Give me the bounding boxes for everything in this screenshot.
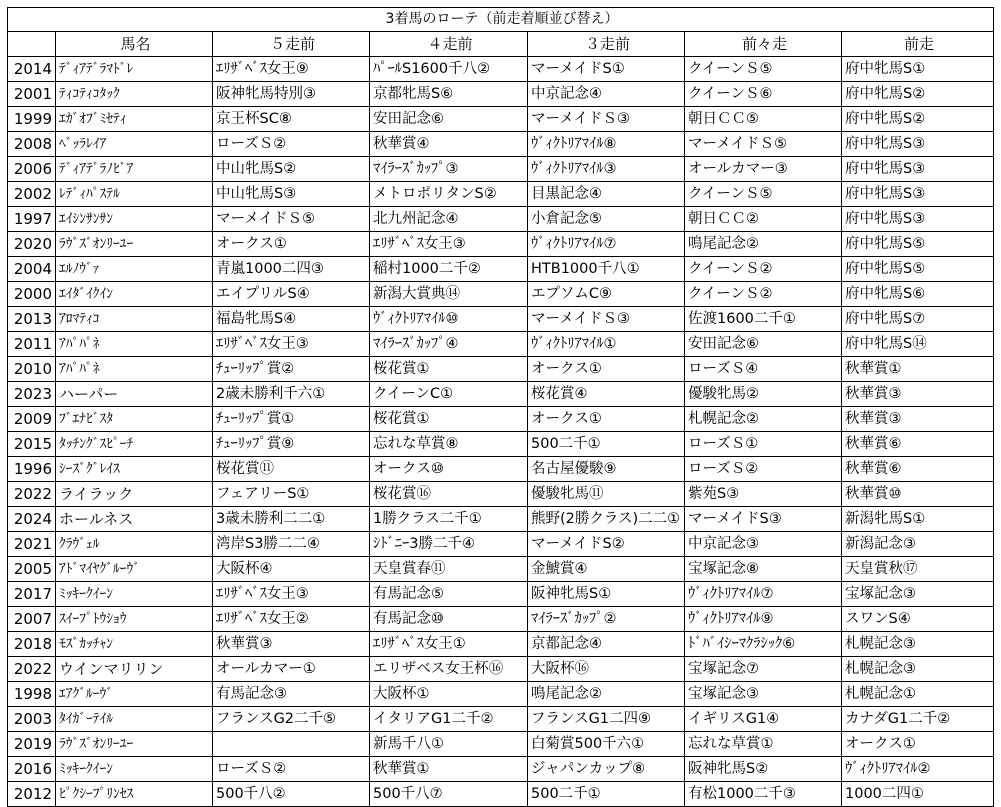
race-2-back-cell: イギリスG1④ xyxy=(685,707,842,732)
year-cell: 2006 xyxy=(8,157,56,182)
last-race-cell: 秋華賞⑩ xyxy=(842,482,994,507)
race-2-back-cell: 忘れな草賞① xyxy=(685,732,842,757)
header-last-race: 前走 xyxy=(842,32,994,57)
race-3-back-cell: 金鯱賞④ xyxy=(528,557,685,582)
race-3-back-cell: オークス① xyxy=(528,407,685,432)
race-3-back-cell: エプソムC⑨ xyxy=(528,282,685,307)
table-row xyxy=(8,757,994,782)
last-race-cell: 新潟牝馬S① xyxy=(842,507,994,532)
table-row xyxy=(8,532,994,557)
race-4-back-cell: 桜花賞⑯ xyxy=(370,482,528,507)
horse-name-cell: ﾓｽﾞｶｯﾁｬﾝ xyxy=(56,632,213,657)
table-row xyxy=(8,407,994,432)
last-race-cell: 府中牝馬S③ xyxy=(842,157,994,182)
table-row xyxy=(8,232,994,257)
race-3-back-cell: ｳﾞｨｸﾄﾘｱﾏｲﾙ③ xyxy=(528,157,685,182)
race-4-back-cell: 有馬記念⑤ xyxy=(370,582,528,607)
year-cell: 2010 xyxy=(8,357,56,382)
table-row xyxy=(8,357,994,382)
race-4-back-cell: ｳﾞｨｸﾄﾘｱﾏｲﾙ⑩ xyxy=(370,307,528,332)
race-3-back-cell: 大阪杯⑯ xyxy=(528,657,685,682)
horse-name-cell: ｴﾙﾉｳﾞｧ xyxy=(56,257,213,282)
year-cell: 2022 xyxy=(8,657,56,682)
horse-name-cell: ｽｲｰﾌﾟﾄｳｼｮｳ xyxy=(56,607,213,632)
race-2-back-cell: 宝塚記念⑦ xyxy=(685,657,842,682)
last-race-cell: 府中牝馬S① xyxy=(842,57,994,82)
year-cell: 2013 xyxy=(8,307,56,332)
race-3-back-cell: 500二千① xyxy=(528,782,685,807)
race-5-back-cell: ﾁｭｰﾘｯﾌﾟ賞① xyxy=(213,407,370,432)
horse-name-cell: ハーパー xyxy=(56,382,213,407)
table-row xyxy=(8,707,994,732)
horse-name-cell: ｱﾊﾟﾊﾟﾈ xyxy=(56,332,213,357)
race-2-back-cell: ﾄﾞﾊﾞｲｼｰﾏｸﾗｼｯｸ⑥ xyxy=(685,632,842,657)
last-race-cell: 秋華賞⑥ xyxy=(842,432,994,457)
race-4-back-cell: ｼﾄﾞﾆｰ3勝二千④ xyxy=(370,532,528,557)
race-4-back-cell: オークス⑩ xyxy=(370,457,528,482)
race-5-back-cell: ローズＳ② xyxy=(213,132,370,157)
race-4-back-cell: 新潟大賞典⑭ xyxy=(370,282,528,307)
race-3-back-cell: 桜花賞④ xyxy=(528,382,685,407)
race-2-back-cell: 鳴尾記念② xyxy=(685,232,842,257)
race-4-back-cell: 忘れな草賞⑧ xyxy=(370,432,528,457)
race-2-back-cell: 中京記念③ xyxy=(685,532,842,557)
year-cell: 2009 xyxy=(8,407,56,432)
table-row xyxy=(8,632,994,657)
last-race-cell: 府中牝馬S⑥ xyxy=(842,282,994,307)
race-2-back-cell: 朝日ＣＣ② xyxy=(685,207,842,232)
year-cell: 2012 xyxy=(8,782,56,807)
race-3-back-cell: マーメイドＳ③ xyxy=(528,307,685,332)
race-2-back-cell: 有松1000二千③ xyxy=(685,782,842,807)
race-2-back-cell: クイーンＳ⑥ xyxy=(685,82,842,107)
race-2-back-cell: 佐渡1600二千① xyxy=(685,307,842,332)
race-5-back-cell: 阪神牝馬特別③ xyxy=(213,82,370,107)
race-2-back-cell: クイーンＳ⑤ xyxy=(685,182,842,207)
race-4-back-cell: 安田記念⑥ xyxy=(370,107,528,132)
last-race-cell: 府中牝馬S⑦ xyxy=(842,307,994,332)
race-4-back-cell: 秋華賞① xyxy=(370,757,528,782)
race-4-back-cell: ﾊﾟｰﾙS1600千八② xyxy=(370,57,528,82)
year-cell: 2018 xyxy=(8,632,56,657)
race-5-back-cell: 500千八② xyxy=(213,782,370,807)
race-2-back-cell: 紫苑S③ xyxy=(685,482,842,507)
race-3-back-cell: ｳﾞｨｸﾄﾘｱﾏｲﾙ⑧ xyxy=(528,132,685,157)
race-5-back-cell: 有馬記念③ xyxy=(213,682,370,707)
race-5-back-cell: オールカマー① xyxy=(213,657,370,682)
header-row xyxy=(8,32,994,57)
last-race-cell: 秋華賞③ xyxy=(842,407,994,432)
horse-name-cell: ﾗｳﾞｽﾞｵﾝﾘｰﾕｰ xyxy=(56,732,213,757)
race-5-back-cell: 桜花賞⑪ xyxy=(213,457,370,482)
table-row xyxy=(8,482,994,507)
last-race-cell: 府中牝馬S② xyxy=(842,107,994,132)
horse-name-cell: ﾌﾞｴﾅﾋﾞｽﾀ xyxy=(56,407,213,432)
table-row xyxy=(8,282,994,307)
last-race-cell: 札幌記念③ xyxy=(842,632,994,657)
last-race-cell: 秋華賞③ xyxy=(842,382,994,407)
race-2-back-cell: クイーンＳ② xyxy=(685,282,842,307)
table-row xyxy=(8,82,994,107)
race-4-back-cell: 京都牝馬S⑥ xyxy=(370,82,528,107)
race-3-back-cell: 京都記念④ xyxy=(528,632,685,657)
year-cell: 2000 xyxy=(8,282,56,307)
year-cell: 2008 xyxy=(8,132,56,157)
race-2-back-cell: ローズＳ① xyxy=(685,432,842,457)
race-3-back-cell: ジャパンカップ⑧ xyxy=(528,757,685,782)
year-cell: 2024 xyxy=(8,507,56,532)
race-5-back-cell: 3歳未勝利二二① xyxy=(213,507,370,532)
last-race-cell: 札幌記念③ xyxy=(842,657,994,682)
year-cell: 2001 xyxy=(8,82,56,107)
table-row xyxy=(8,782,994,807)
race-5-back-cell: 福島牝馬S④ xyxy=(213,307,370,332)
year-cell: 2016 xyxy=(8,757,56,782)
table-row xyxy=(8,557,994,582)
year-cell: 2021 xyxy=(8,532,56,557)
table-row xyxy=(8,432,994,457)
table-row xyxy=(8,332,994,357)
race-3-back-cell: 目黒記念④ xyxy=(528,182,685,207)
last-race-cell: 府中牝馬S⑤ xyxy=(842,257,994,282)
year-cell: 2022 xyxy=(8,482,56,507)
year-cell: 2020 xyxy=(8,232,56,257)
race-2-back-cell: ローズＳ④ xyxy=(685,357,842,382)
race-5-back-cell: 大阪杯④ xyxy=(213,557,370,582)
race-4-back-cell: 稲村1000二千② xyxy=(370,257,528,282)
race-5-back-cell: エイプリルS④ xyxy=(213,282,370,307)
table-row xyxy=(8,607,994,632)
title-row xyxy=(8,8,994,32)
race-3-back-cell: 熊野(2勝クラス)二二① xyxy=(528,507,685,532)
race-4-back-cell: ｴﾘｻﾞﾍﾞｽ女王③ xyxy=(370,232,528,257)
horse-name-cell: ﾐｯｷｰｸｲｰﾝ xyxy=(56,582,213,607)
year-cell: 2015 xyxy=(8,432,56,457)
year-cell: 2005 xyxy=(8,557,56,582)
race-3-back-cell: HTB1000千八① xyxy=(528,257,685,282)
horse-name-cell: ﾃﾞｨｱﾃﾞﾗﾉﾋﾞｱ xyxy=(56,157,213,182)
year-cell: 1999 xyxy=(8,107,56,132)
race-5-back-cell: 青嵐1000二四③ xyxy=(213,257,370,282)
table-row xyxy=(8,107,994,132)
horse-name-cell: ﾐｯｷｰｸｲｰﾝ xyxy=(56,757,213,782)
last-race-cell: 秋華賞⑥ xyxy=(842,457,994,482)
horse-name-cell: ｴｶﾞｵﾌﾞﾐｾﾃｨ xyxy=(56,107,213,132)
horse-name-cell: ｼｰｽﾞｸﾞﾚｲｽ xyxy=(56,457,213,482)
last-race-cell: 天皇賞秋⑰ xyxy=(842,557,994,582)
header-race-3-back: ３走前 xyxy=(528,32,685,57)
table-row xyxy=(8,657,994,682)
last-race-cell: 府中牝馬S③ xyxy=(842,132,994,157)
last-race-cell: 札幌記念① xyxy=(842,682,994,707)
table-row xyxy=(8,132,994,157)
race-5-back-cell: 2歳未勝利千六① xyxy=(213,382,370,407)
race-5-back-cell: ｴﾘｻﾞﾍﾞｽ女王② xyxy=(213,607,370,632)
race-4-back-cell: 秋華賞④ xyxy=(370,132,528,157)
race-2-back-cell: 朝日ＣＣ⑤ xyxy=(685,107,842,132)
race-4-back-cell: 桜花賞① xyxy=(370,357,528,382)
table-row xyxy=(8,582,994,607)
race-3-back-cell: マーメイドＳ③ xyxy=(528,107,685,132)
race-3-back-cell: マーメイドS② xyxy=(528,532,685,557)
race-3-back-cell: ｳﾞｨｸﾄﾘｱﾏｲﾙ⑦ xyxy=(528,232,685,257)
race-2-back-cell: クイーンＳ② xyxy=(685,257,842,282)
race-4-back-cell: 新馬千八① xyxy=(370,732,528,757)
race-3-back-cell: 鳴尾記念② xyxy=(528,682,685,707)
horse-name-cell: ﾀｲｶﾞｰﾃｲﾙ xyxy=(56,707,213,732)
race-2-back-cell: マーメイドＳ⑤ xyxy=(685,132,842,157)
race-5-back-cell: 中山牝馬S③ xyxy=(213,182,370,207)
last-race-cell: 府中牝馬S③ xyxy=(842,207,994,232)
race-5-back-cell: 秋華賞③ xyxy=(213,632,370,657)
race-5-back-cell: 京王杯SC⑧ xyxy=(213,107,370,132)
race-4-back-cell: イタリアG1二千② xyxy=(370,707,528,732)
race-5-back-cell: ｴﾘｻﾞﾍﾞｽ女王⑨ xyxy=(213,57,370,82)
header-race-4-back: ４走前 xyxy=(370,32,528,57)
race-5-back-cell: ｴﾘｻﾞﾍﾞｽ女王③ xyxy=(213,582,370,607)
race-3-back-cell: 名古屋優駿⑨ xyxy=(528,457,685,482)
race-4-back-cell: メトロポリタンS② xyxy=(370,182,528,207)
horse-name-cell: ホールネス xyxy=(56,507,213,532)
race-5-back-cell: フランスG2二千⑤ xyxy=(213,707,370,732)
race-5-back-cell: マーメイドＳ⑤ xyxy=(213,207,370,232)
horse-name-cell: ｴｱｸﾞﾙｰｳﾞ xyxy=(56,682,213,707)
year-cell: 2004 xyxy=(8,257,56,282)
last-race-cell: 新潟記念③ xyxy=(842,532,994,557)
race-2-back-cell: 優駿牝馬② xyxy=(685,382,842,407)
year-cell: 2017 xyxy=(8,582,56,607)
year-cell: 1997 xyxy=(8,207,56,232)
race-5-back-cell: オークス① xyxy=(213,232,370,257)
last-race-cell: ｳﾞｨｸﾄﾘｱﾏｲﾙ② xyxy=(842,757,994,782)
table-row xyxy=(8,457,994,482)
last-race-cell: オークス① xyxy=(842,732,994,757)
race-4-back-cell: 有馬記念⑩ xyxy=(370,607,528,632)
year-cell: 1996 xyxy=(8,457,56,482)
header-race-5-back: ５走前 xyxy=(213,32,370,57)
last-race-cell: スワンS④ xyxy=(842,607,994,632)
race-3-back-cell: 小倉記念⑤ xyxy=(528,207,685,232)
race-2-back-cell: ｳﾞｨｸﾄﾘｱﾏｲﾙ⑨ xyxy=(685,607,842,632)
race-4-back-cell: ﾏｲﾗｰｽﾞｶｯﾌﾟ④ xyxy=(370,332,528,357)
last-race-cell: 府中牝馬S⑤ xyxy=(842,232,994,257)
year-cell: 2023 xyxy=(8,382,56,407)
race-4-back-cell: 大阪杯① xyxy=(370,682,528,707)
horse-name-cell: ｴｲﾀﾞｲｸｲﾝ xyxy=(56,282,213,307)
year-cell: 2019 xyxy=(8,732,56,757)
race-3-back-cell: ﾏｲﾗｰｽﾞｶｯﾌﾟ② xyxy=(528,607,685,632)
race-4-back-cell: ﾏｲﾗｰｽﾞｶｯﾌﾟ③ xyxy=(370,157,528,182)
table-row xyxy=(8,257,994,282)
race-4-back-cell: ｴﾘｻﾞﾍﾞｽ女王① xyxy=(370,632,528,657)
horse-name-cell: ｱﾄﾞﾏｲﾔｸﾞﾙｰｳﾞ xyxy=(56,557,213,582)
race-4-back-cell: 北九州記念④ xyxy=(370,207,528,232)
race-5-back-cell: ﾁｭｰﾘｯﾌﾟ賞⑨ xyxy=(213,432,370,457)
horse-name-cell: ﾋﾟｸｼｰﾌﾟﾘﾝｾｽ xyxy=(56,782,213,807)
year-cell: 2011 xyxy=(8,332,56,357)
last-race-cell: 府中牝馬S③ xyxy=(842,182,994,207)
horse-name-cell: ウインマリリン xyxy=(56,657,213,682)
horse-name-cell: ｸﾗｳﾞｪﾙ xyxy=(56,532,213,557)
header-horse-name: 馬名 xyxy=(56,32,213,57)
race-2-back-cell: 宝塚記念③ xyxy=(685,682,842,707)
last-race-cell: カナダG1二千② xyxy=(842,707,994,732)
race-2-back-cell: オールカマー③ xyxy=(685,157,842,182)
race-5-back-cell: 湾岸S3勝二二④ xyxy=(213,532,370,557)
table-row xyxy=(8,732,994,757)
race-2-back-cell: クイーンＳ⑤ xyxy=(685,57,842,82)
last-race-cell: 府中牝馬S⑭ xyxy=(842,332,994,357)
race-3-back-cell: 優駿牝馬⑪ xyxy=(528,482,685,507)
race-3-back-cell: 500二千① xyxy=(528,432,685,457)
race-2-back-cell: ｳﾞｨｸﾄﾘｱﾏｲﾙ⑦ xyxy=(685,582,842,607)
last-race-cell: 宝塚記念③ xyxy=(842,582,994,607)
race-5-back-cell: フェアリーS① xyxy=(213,482,370,507)
race-3-back-cell: ｳﾞｨｸﾄﾘｱﾏｲﾙ① xyxy=(528,332,685,357)
race-2-back-cell: 阪神牝馬S② xyxy=(685,757,842,782)
race-3-back-cell: 白菊賞500千六① xyxy=(528,732,685,757)
race-4-back-cell: クイーンC① xyxy=(370,382,528,407)
header-year xyxy=(8,32,56,57)
race-4-back-cell: 500千八⑦ xyxy=(370,782,528,807)
year-cell: 2002 xyxy=(8,182,56,207)
year-cell: 2003 xyxy=(8,707,56,732)
last-race-cell: 府中牝馬S② xyxy=(842,82,994,107)
header-race-2-back: 前々走 xyxy=(685,32,842,57)
race-5-back-cell: ローズＳ② xyxy=(213,757,370,782)
table-row xyxy=(8,57,994,82)
last-race-cell: 1000二四① xyxy=(842,782,994,807)
year-cell: 1998 xyxy=(8,682,56,707)
race-2-back-cell: 宝塚記念⑧ xyxy=(685,557,842,582)
horse-name-cell: ライラック xyxy=(56,482,213,507)
race-2-back-cell: ローズＳ② xyxy=(685,457,842,482)
horse-name-cell: ﾗｳﾞｽﾞｵﾝﾘｰﾕｰ xyxy=(56,232,213,257)
race-3-back-cell: 中京記念④ xyxy=(528,82,685,107)
race-5-back-cell: ｴﾘｻﾞﾍﾞｽ女王③ xyxy=(213,332,370,357)
year-cell: 2014 xyxy=(8,57,56,82)
race-5-back-cell: 中山牝馬S② xyxy=(213,157,370,182)
horse-name-cell: ﾚﾃﾞｨﾊﾟｽﾃﾙ xyxy=(56,182,213,207)
race-2-back-cell: 札幌記念② xyxy=(685,407,842,432)
race-3-back-cell: 阪神牝馬S① xyxy=(528,582,685,607)
table-title: 3着馬のローテ（前走着順並び替え） xyxy=(8,8,994,32)
horse-name-cell: ｴｲｼﾝｻﾝｻﾝ xyxy=(56,207,213,232)
race-3-back-cell: オークス① xyxy=(528,357,685,382)
table-row xyxy=(8,682,994,707)
race-2-back-cell: マーメイドS③ xyxy=(685,507,842,532)
race-4-back-cell: 1勝クラス二千① xyxy=(370,507,528,532)
results-table xyxy=(7,7,994,807)
race-3-back-cell: フランスG1二四⑨ xyxy=(528,707,685,732)
race-4-back-cell: 天皇賞春⑪ xyxy=(370,557,528,582)
race-2-back-cell: 安田記念⑥ xyxy=(685,332,842,357)
year-cell: 2007 xyxy=(8,607,56,632)
race-5-back-cell xyxy=(213,732,370,757)
horse-name-cell: ﾃｨｺﾃｨｺﾀｯｸ xyxy=(56,82,213,107)
last-race-cell: 秋華賞① xyxy=(842,357,994,382)
horse-name-cell: ｱﾛﾏﾃｨｺ xyxy=(56,307,213,332)
table-row xyxy=(8,507,994,532)
table-row xyxy=(8,307,994,332)
race-4-back-cell: エリザベス女王杯⑯ xyxy=(370,657,528,682)
race-4-back-cell: 桜花賞① xyxy=(370,407,528,432)
horse-name-cell: ﾃﾞｨｱﾃﾞﾗﾏﾄﾞﾚ xyxy=(56,57,213,82)
table-row xyxy=(8,182,994,207)
race-3-back-cell: マーメイドS① xyxy=(528,57,685,82)
horse-name-cell: ｱﾊﾟﾊﾟﾈ xyxy=(56,357,213,382)
table-row xyxy=(8,157,994,182)
table-row xyxy=(8,207,994,232)
table-row xyxy=(8,382,994,407)
race-5-back-cell: ﾁｭｰﾘｯﾌﾟ賞② xyxy=(213,357,370,382)
horse-name-cell: ﾀｯﾁﾝｸﾞｽﾋﾟｰﾁ xyxy=(56,432,213,457)
horse-name-cell: ﾍﾞｯﾗﾚｲｱ xyxy=(56,132,213,157)
